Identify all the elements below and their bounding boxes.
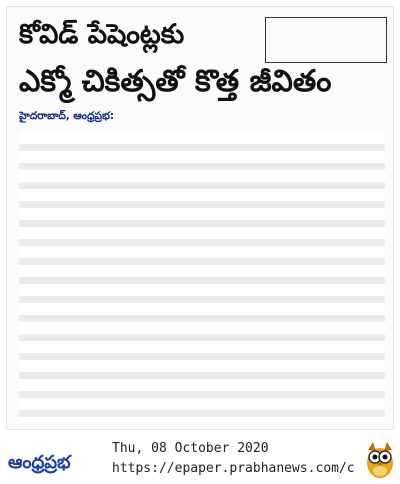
- footer-url[interactable]: https://epaper.prabhanews.com/c: [112, 461, 355, 476]
- article-body: [19, 107, 385, 429]
- inset-box: [265, 17, 387, 63]
- article-body-text-area: [19, 132, 385, 422]
- headline-line-1: కోవిడ్ పేషెంట్లకు: [19, 19, 185, 50]
- newspaper-clipping: [6, 6, 394, 430]
- andhra-prabha-logo: ఆంధ్రప్రభ: [8, 452, 71, 473]
- owl-icon: [364, 438, 396, 480]
- dateline: హైదరాబాద్, ఆంధ్రప్రభ:: [19, 110, 115, 122]
- footer-date: Thu, 08 October 2020: [112, 441, 269, 456]
- headline-line-2: ఎక్మో చికిత్సతో కొత్త జీవితం: [19, 64, 332, 99]
